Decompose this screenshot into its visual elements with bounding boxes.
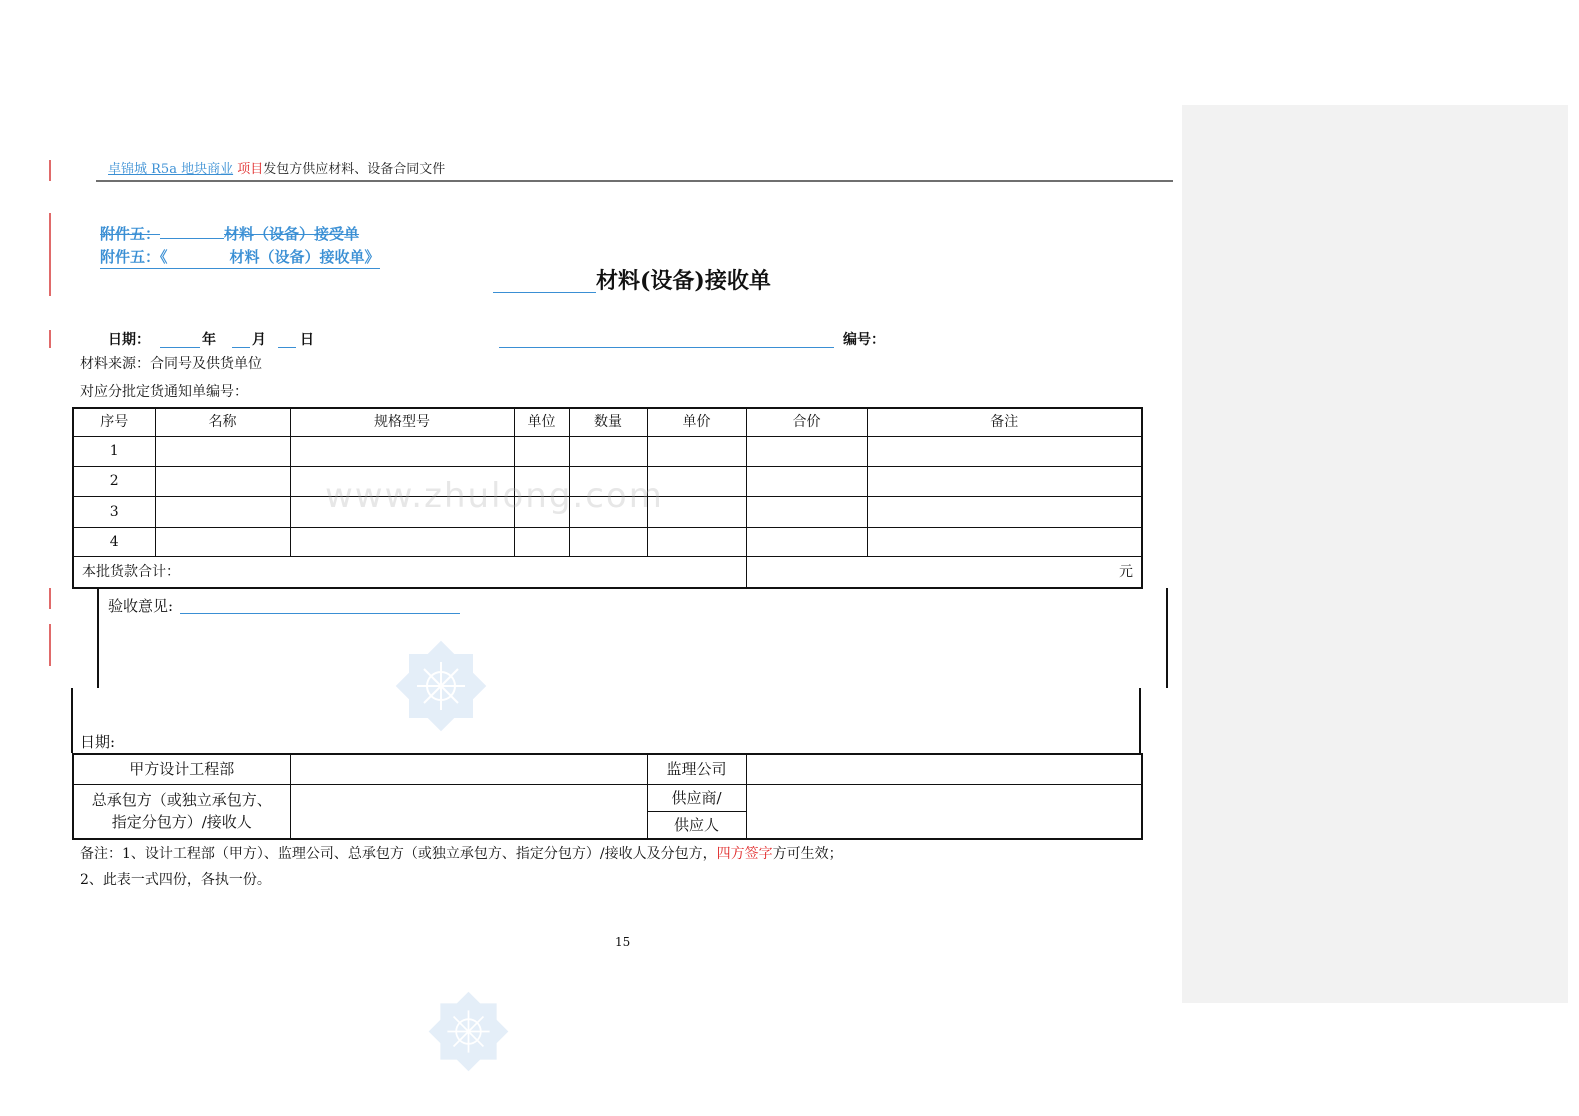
number-label: 编号：: [843, 332, 885, 348]
inserted-attachment-title: [100, 247, 380, 269]
watermark-text: www.zhulong.com: [325, 476, 664, 516]
cell: [290, 436, 514, 466]
signature-row: [73, 754, 1142, 784]
cell: [514, 527, 569, 556]
header-doc-title: 发包方供应材料、设备合同文件: [263, 162, 446, 177]
supervisor-label: 监理公司: [647, 754, 746, 784]
acceptance-date-label: 日期:: [80, 733, 116, 751]
acceptance-opinion-blank: [180, 613, 460, 614]
signature-row: [73, 784, 1142, 811]
total-row: [73, 556, 1142, 588]
column-header: 规格型号: [290, 408, 514, 436]
cell: [867, 496, 1142, 527]
acceptance-right-border: [1166, 588, 1168, 688]
deleted-prefix: 附件五：: [100, 225, 161, 243]
cell: [746, 436, 867, 466]
column-header: 单价: [647, 408, 746, 436]
contractor-signature-cell: [290, 784, 647, 839]
cell: [569, 527, 647, 556]
cell: [290, 527, 514, 556]
total-unit: 元: [746, 556, 1142, 588]
acceptance-left-border: [97, 588, 99, 688]
day-label: 日: [300, 332, 314, 348]
column-header: 数量: [569, 408, 647, 436]
table-row: [73, 527, 1142, 556]
page-number: 15: [615, 935, 631, 949]
cell: [867, 436, 1142, 466]
deleted-blank: [160, 225, 224, 239]
total-label: 本批货款合计：: [73, 556, 746, 588]
material-source: 材料来源：合同号及供货单位: [80, 356, 262, 372]
supervisor-signature-cell: [746, 754, 1142, 784]
notes-highlight: 四方签字: [716, 846, 773, 862]
header-project-name: 卓锦城 R5a 地块商业: [108, 162, 234, 177]
row-number: 1: [73, 436, 155, 466]
form-title: 材料(设备)接收单: [596, 268, 771, 294]
change-bar: [49, 330, 51, 348]
year-blank: [160, 347, 200, 348]
supplier-signature-cell: [746, 784, 1142, 839]
table-row: [73, 436, 1142, 466]
owner-dept-signature-cell: [290, 754, 647, 784]
date-left-border: [71, 688, 73, 753]
running-header: [108, 161, 445, 179]
number-blank: [499, 347, 834, 348]
change-bar: [49, 213, 51, 296]
contractor-label-line2: 指定分包方）/接收人: [111, 813, 252, 832]
change-bar: [49, 160, 51, 181]
cell: [155, 436, 290, 466]
contractor-label-line1: 总承包方（或独立承包方、: [91, 791, 272, 810]
month-blank: [232, 347, 250, 348]
cell: [569, 436, 647, 466]
date-label: 日期：: [108, 332, 150, 348]
notes-line1-end: 方可生效；: [772, 846, 843, 862]
day-blank: [278, 347, 296, 348]
cell: [867, 527, 1142, 556]
change-bar: [49, 624, 51, 666]
title-blank: [493, 292, 596, 293]
cell: [155, 527, 290, 556]
column-header: 单位: [514, 408, 569, 436]
column-header: 序号: [73, 408, 155, 436]
owner-dept-label: 甲方设计工程部: [73, 754, 290, 784]
signature-table: [72, 753, 1143, 840]
supplier-label-line1: 供应商/: [647, 784, 746, 811]
notes-line2: 2、此表一式四份，各执一份。: [80, 872, 271, 888]
month-label: 月: [252, 332, 266, 348]
row-number: 3: [73, 496, 155, 527]
cell: [746, 496, 867, 527]
row-number: 2: [73, 466, 155, 496]
column-header: 备注: [867, 408, 1142, 436]
inserted-prefix: 附件五：《: [100, 248, 168, 266]
acceptance-opinion-label: 验收意见:: [108, 597, 174, 615]
column-header: 合价: [746, 408, 867, 436]
cell: [746, 527, 867, 556]
cell: [155, 496, 290, 527]
header-project-word: 项目: [237, 162, 264, 177]
change-bar: [49, 588, 51, 609]
deleted-attachment-title: [100, 224, 359, 244]
cell: [867, 466, 1142, 496]
order-notice: 对应分批定货通知单编号：: [80, 384, 248, 400]
cell: [647, 527, 746, 556]
notes-line1-text: 备注：1、设计工程部（甲方）、监理公司、总承包方（或独立承包方、指定分包方）/接收人及分包方，: [80, 846, 717, 862]
cell: [155, 466, 290, 496]
date-right-border: [1139, 688, 1141, 753]
cell: [647, 436, 746, 466]
contractor-label: [73, 784, 290, 839]
notes-line1: [80, 845, 843, 863]
inserted-title: 材料（设备）接收单》: [229, 248, 380, 266]
watermark-logo-icon: [387, 632, 495, 740]
table-header-row: [73, 408, 1142, 436]
cell: [514, 436, 569, 466]
year-label: 年: [202, 332, 216, 348]
column-header: 名称: [155, 408, 290, 436]
deleted-title: 材料（设备）接受单: [224, 225, 360, 243]
watermark-logo-icon: [421, 984, 516, 1079]
cell: [746, 466, 867, 496]
header-rule: [96, 180, 1173, 182]
markup-pane: [1182, 105, 1568, 1003]
supplier-label-line2: 供应人: [647, 811, 746, 839]
row-number: 4: [73, 527, 155, 556]
